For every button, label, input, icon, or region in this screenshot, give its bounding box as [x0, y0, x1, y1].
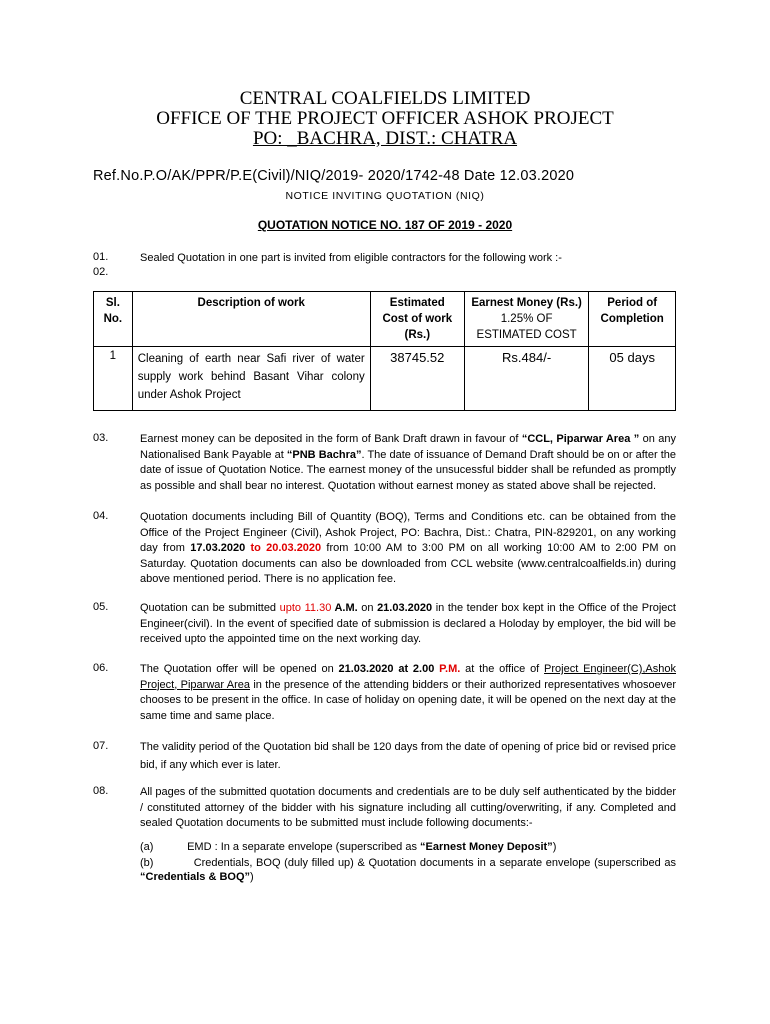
b-label: (b)	[140, 857, 154, 869]
b-text3: )	[250, 871, 254, 883]
t03c: on any Nationalised Bank Payable at	[140, 433, 676, 461]
cell-description: Cleaning of earth near Safi river of water supply work behind Basant Vihar colony under Ashok Project	[132, 347, 370, 411]
b-text2: “Credentials & BOQ”	[140, 871, 251, 883]
notice-title: QUOTATION NOTICE NO. 187 OF 2019 - 2020	[257, 218, 513, 232]
table-header-row	[94, 292, 676, 347]
item-number: 05.	[93, 601, 109, 613]
item-06-text	[140, 662, 676, 724]
office-address	[0, 128, 770, 149]
header-earnest-money	[464, 292, 589, 347]
sub-item-a	[140, 840, 676, 854]
a-text3: )	[552, 841, 557, 853]
a-label: (a)	[140, 841, 154, 853]
cell-period: 05 days	[589, 347, 676, 411]
item-04-text	[140, 510, 676, 588]
t04c: to 20.03.2020	[250, 542, 322, 555]
cell-earnest-money: Rs.484/-	[464, 347, 589, 411]
t06f: in the presence of the attending bidders or their authorized representatives whosoever chooses to be present in the office. In case of holiday on opening date, it will be opened on the next day at the same time and same place.	[140, 678, 676, 722]
reference-number: Ref.No.P.O/AK/PPR/P.E(Civil)/NIQ/2019- 2020/1742-48 Date 12.03.2020	[93, 168, 575, 184]
t06b: 21.03.2020 at 2.00	[338, 663, 435, 675]
t05a: Quotation can be submitted	[140, 602, 280, 614]
b-text1: Credentials, BOQ (duly filled up) & Quotation documents in a separate envelope (superscribed as	[193, 857, 677, 869]
niq-label: NOTICE INVITING QUOTATION (NIQ)	[285, 190, 485, 202]
a-text1: EMD : In a separate envelope (superscribed as	[187, 841, 421, 853]
cell-sl: 1	[94, 347, 133, 411]
t03b: “CCL, Piparwar Area ”	[521, 433, 640, 445]
header-period: Period of Completion	[589, 292, 676, 347]
item-number: 08.	[93, 785, 109, 797]
item-07-text: The validity period of the Quotation bid shall be 120 days from the date of opening of price bid or revised price bid, if any which ever is later.	[140, 741, 676, 771]
t03e: . The date of issuance of Demand Draft should be on or after the date of issue of Quotation Notice. The earnest money of the unsucessful bidder shall be refunded as promptly as possible and shall bear no interest. Quotation without earnest money as stated above shall be rejected.	[140, 448, 676, 492]
work-table	[93, 291, 676, 411]
t05f: in the tender box kept in the Office of the Project Engineer(civil). In the event of specified date of submission is declared a Holoday by employer, the bid will be received upto the appointed time on the next working day.	[140, 602, 676, 646]
office-name: OFFICE OF THE PROJECT OFFICER ASHOK PROJECT	[156, 108, 614, 129]
item-number: 04.	[93, 510, 109, 522]
table-row	[94, 347, 676, 411]
em-title: Earnest Money (Rs.)	[471, 297, 582, 309]
company-name: CENTRAL COALFIELDS LIMITED	[239, 88, 531, 109]
item-05-text	[140, 601, 676, 648]
item-03-text	[140, 432, 676, 494]
em-subtitle: 1.25% OF ESTIMATED COST	[476, 313, 577, 341]
t04d: from 10:00 AM to 3:00 PM on all working 10:00 AM to 2:00 PM on Saturday. Quotation documents can also be downloaded from CCL website (www.centralcoalfields.in) during above mentioned period. There is no application fee.	[140, 542, 676, 586]
cell-cost: 38745.52	[370, 347, 464, 411]
a-text2: “Earnest Money Deposit”	[420, 841, 553, 853]
t03d: “PNB Bachra”	[286, 448, 362, 461]
t04b: 17.03.2020	[190, 542, 246, 555]
t06c: P.M.	[439, 663, 461, 675]
item-08-text: All pages of the submitted quotation documents and credentials are to be duly self authenticated by the bidder / constituted attorney of the bidder with his signature including all cutting/overwriting, if any. Completed and sealed Quotation documents to be submitted must include following documents:-	[140, 786, 676, 830]
t05d: on	[357, 602, 378, 614]
t06a: The Quotation offer will be opened on	[140, 663, 339, 675]
t05e: 21.03.2020	[377, 602, 433, 614]
item-number: 06.	[93, 662, 109, 674]
t06d: at the office of	[460, 663, 545, 675]
t04a: Quotation documents including Bill of Quantity (BOQ), Terms and Conditions etc. can be obtained from the Office of the Project Engineer (Civil), Ashok Project, PO: Bachra, Dist.: Chatra, PIN-829201, on any working day from	[140, 511, 676, 555]
item-number: 02.	[93, 266, 109, 278]
t05c: A.M.	[331, 602, 358, 614]
t06e: Project Engineer(C),Ashok Project, Piparwar Area	[140, 663, 677, 691]
item-number: 01.	[93, 251, 109, 263]
item-number: 03.	[93, 432, 109, 444]
sub-item-b	[140, 856, 676, 884]
address-text: PO: _BACHRA, DIST.: CHATRA	[252, 128, 518, 149]
t05b: upto 11.30	[279, 602, 332, 614]
item-01-text: Sealed Quotation in one part is invited from eligible contractors for the following work :-	[140, 252, 562, 264]
item-number: 07.	[93, 740, 109, 752]
header-sl: Sl. No.	[94, 292, 133, 347]
header-description: Description of work	[132, 292, 370, 347]
t03a: Earnest money can be deposited in the form of Bank Draft drawn in favour of	[140, 433, 522, 445]
header-cost: Estimated Cost of work (Rs.)	[370, 292, 464, 347]
